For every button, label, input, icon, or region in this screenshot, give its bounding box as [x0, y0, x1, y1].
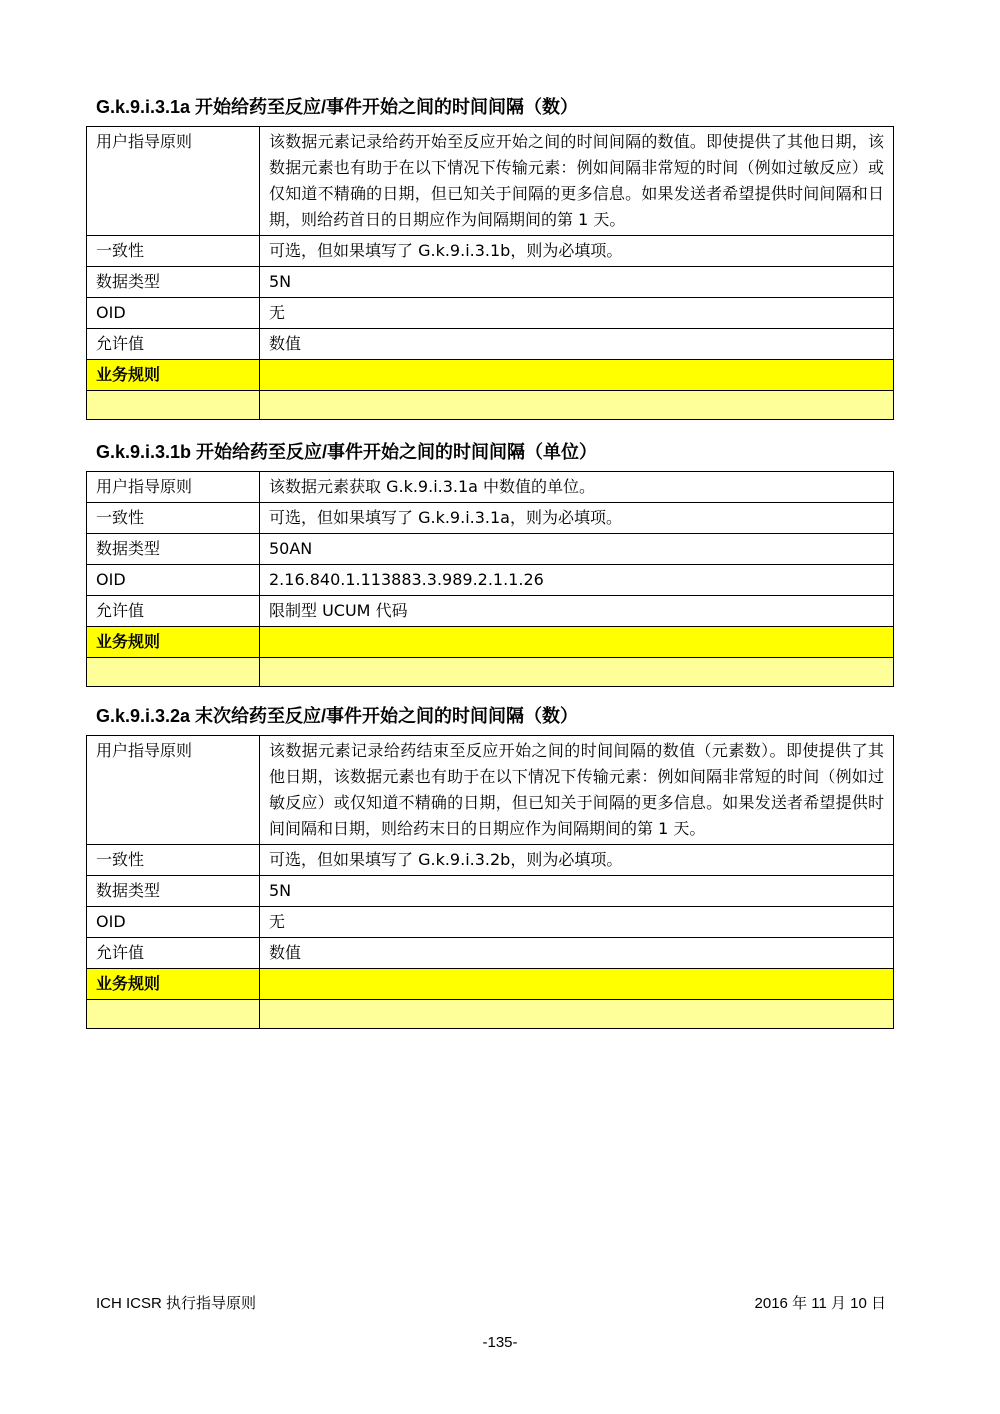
- row-value-oid: 2.16.840.1.113883.3.989.2.1.1.26: [260, 565, 894, 596]
- blank-cell: [87, 658, 260, 687]
- business-rules-label: 业务规则: [87, 360, 260, 391]
- blank-cell: [87, 391, 260, 420]
- table-row: [87, 534, 894, 565]
- row-label-guidance: 用户指导原则: [87, 736, 260, 845]
- row-label-oid: OID: [87, 298, 260, 329]
- row-value-conformance: 可选，但如果填写了 G.k.9.i.3.2b，则为必填项。: [260, 845, 894, 876]
- business-rules-label: 业务规则: [87, 627, 260, 658]
- table-row: [87, 565, 894, 596]
- spec-table: [86, 126, 894, 420]
- table-row: [87, 127, 894, 236]
- table-row: [87, 267, 894, 298]
- business-rules-value: [260, 627, 894, 658]
- row-label-conformance: 一致性: [87, 503, 260, 534]
- row-label-allowed-values: 允许值: [87, 329, 260, 360]
- business-rules-blank-row: [87, 391, 894, 420]
- table-row: [87, 736, 894, 845]
- row-label-datatype: 数据类型: [87, 876, 260, 907]
- row-value-oid: 无: [260, 298, 894, 329]
- row-value-conformance: 可选，但如果填写了 G.k.9.i.3.1b，则为必填项。: [260, 236, 894, 267]
- blank-cell: [87, 1000, 260, 1029]
- business-rules-blank-row: [87, 658, 894, 687]
- row-label-oid: OID: [87, 565, 260, 596]
- table-row: [87, 876, 894, 907]
- business-rules-value: [260, 969, 894, 1000]
- section-title: G.k.9.i.3.1b 开始给药至反应/事件开始之间的时间间隔（单位）: [96, 442, 598, 462]
- section-g-k-9-i-3-2a: [86, 705, 894, 1029]
- row-label-conformance: 一致性: [87, 236, 260, 267]
- row-label-allowed-values: 允许值: [87, 596, 260, 627]
- row-label-guidance: 用户指导原则: [87, 472, 260, 503]
- spec-table: [86, 735, 894, 1029]
- row-value-datatype: 5N: [260, 876, 894, 907]
- business-rules-label: 业务规则: [87, 969, 260, 1000]
- row-label-datatype: 数据类型: [87, 534, 260, 565]
- section-g-k-9-i-3-1a: [86, 96, 894, 420]
- business-rules-value: [260, 360, 894, 391]
- row-label-datatype: 数据类型: [87, 267, 260, 298]
- row-value-datatype: 50AN: [260, 534, 894, 565]
- row-value-allowed-values: 数值: [260, 938, 894, 969]
- row-label-allowed-values: 允许值: [87, 938, 260, 969]
- table-row: [87, 596, 894, 627]
- business-rules-row: [87, 627, 894, 658]
- section-title: G.k.9.i.3.2a 末次给药至反应/事件开始之间的时间间隔（数）: [96, 706, 579, 726]
- row-value-guidance: 该数据元素记录给药开始至反应开始之间的时间间隔的数值。即使提供了其他日期，该数据元素也有助于在以下情况下传输元素：例如间隔非常短的时间（例如过敏反应）或仅知道不精确的日期，但已知关于间隔的更多信息。如果发送者希望提供时间间隔和日期，则给药首日的日期应作为间隔期间的第 1 天。: [260, 127, 894, 236]
- row-value-allowed-values: 数值: [260, 329, 894, 360]
- table-row: [87, 907, 894, 938]
- blank-cell: [260, 391, 894, 420]
- page-number: -135-: [482, 1334, 518, 1351]
- footer-document-title: ICH ICSR 执行指导原则: [96, 1295, 257, 1312]
- table-row: [87, 503, 894, 534]
- section-g-k-9-i-3-1b: [86, 441, 894, 687]
- row-value-datatype: 5N: [260, 267, 894, 298]
- row-label-conformance: 一致性: [87, 845, 260, 876]
- business-rules-blank-row: [87, 1000, 894, 1029]
- row-value-oid: 无: [260, 907, 894, 938]
- row-label-guidance: 用户指导原则: [87, 127, 260, 236]
- table-row: [87, 472, 894, 503]
- footer-date: 2016 年 11 月 10 日: [754, 1295, 886, 1312]
- row-value-conformance: 可选，但如果填写了 G.k.9.i.3.1a，则为必填项。: [260, 503, 894, 534]
- table-row: [87, 845, 894, 876]
- section-title: G.k.9.i.3.1a 开始给药至反应/事件开始之间的时间间隔（数）: [96, 97, 579, 117]
- row-label-oid: OID: [87, 907, 260, 938]
- row-value-guidance: 该数据元素获取 G.k.9.i.3.1a 中数值的单位。: [260, 472, 894, 503]
- table-row: [87, 329, 894, 360]
- table-row: [87, 236, 894, 267]
- table-row: [87, 938, 894, 969]
- row-value-allowed-values: 限制型 UCUM 代码: [260, 596, 894, 627]
- table-row: [87, 298, 894, 329]
- row-value-guidance: 该数据元素记录给药结束至反应开始之间的时间间隔的数值（元素数）。即使提供了其他日期，该数据元素也有助于在以下情况下传输元素：例如间隔非常短的时间（例如过敏反应）或仅知道不精确的日期，但已知关于间隔的更多信息。如果发送者希望提供时间间隔和日期，则给药末日的日期应作为间隔期间的第 1 天。: [260, 736, 894, 845]
- blank-cell: [260, 658, 894, 687]
- business-rules-row: [87, 360, 894, 391]
- spec-table: [86, 471, 894, 687]
- blank-cell: [260, 1000, 894, 1029]
- business-rules-row: [87, 969, 894, 1000]
